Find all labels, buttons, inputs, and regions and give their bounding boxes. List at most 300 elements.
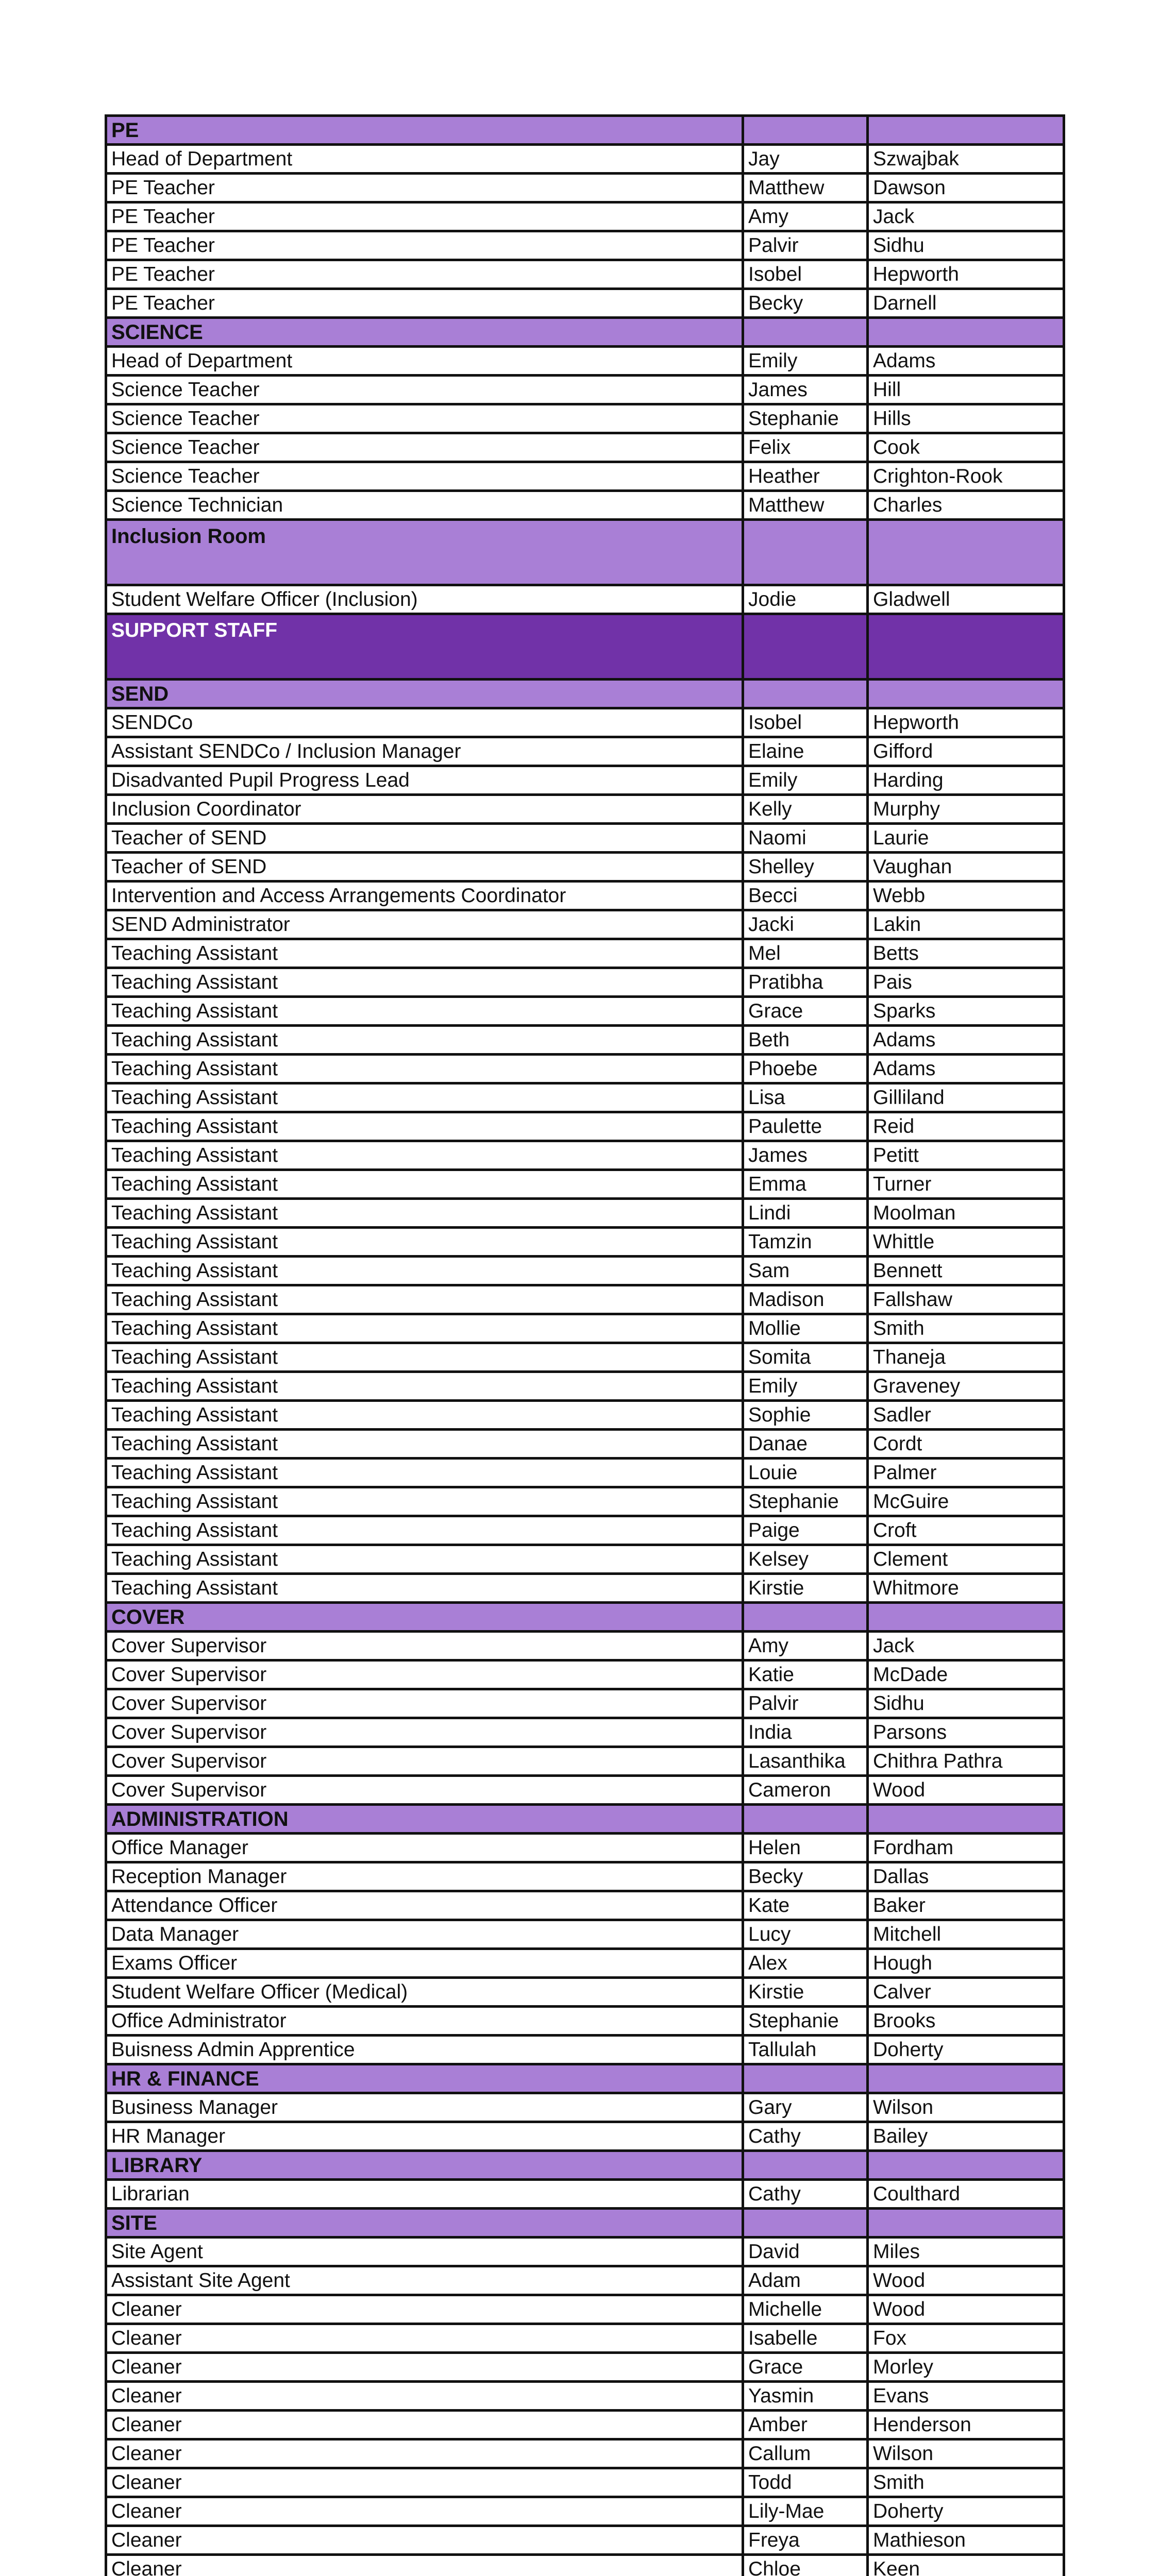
first-name-cell: Kate bbox=[743, 1891, 868, 1920]
staff-row bbox=[106, 2526, 1064, 2555]
first-name-cell: Naomi bbox=[743, 824, 868, 853]
first-name-cell: Shelley bbox=[743, 853, 868, 882]
first-name-cell: Emily bbox=[743, 1372, 868, 1401]
staff-row bbox=[106, 1430, 1064, 1459]
last-name-cell: Adams bbox=[868, 1055, 1064, 1083]
first-name-cell: Cathy bbox=[743, 2180, 868, 2209]
role-cell: PE Teacher bbox=[106, 231, 743, 260]
last-name-cell: Palmer bbox=[868, 1459, 1064, 1487]
first-name-cell: Grace bbox=[743, 2353, 868, 2382]
last-name-cell: Sidhu bbox=[868, 1689, 1064, 1718]
staff-row bbox=[106, 231, 1064, 260]
staff-row bbox=[106, 1343, 1064, 1372]
first-name-cell: Louie bbox=[743, 1459, 868, 1487]
last-name-cell: Cook bbox=[868, 433, 1064, 462]
section-blank-cell bbox=[743, 2064, 868, 2093]
role-cell: Teaching Assistant bbox=[106, 1545, 743, 1574]
staff-row bbox=[106, 1487, 1064, 1516]
role-cell: Assistant SENDCo / Inclusion Manager bbox=[106, 737, 743, 766]
role-cell: Teaching Assistant bbox=[106, 1516, 743, 1545]
first-name-cell: Chloe bbox=[743, 2555, 868, 2576]
first-name-cell: Tamzin bbox=[743, 1228, 868, 1257]
group-header-row bbox=[106, 614, 1064, 680]
staff-row bbox=[106, 174, 1064, 202]
last-name-cell: Moolman bbox=[868, 1199, 1064, 1228]
role-cell: Cover Supervisor bbox=[106, 1776, 743, 1805]
first-name-cell: Kirstie bbox=[743, 1978, 868, 2007]
first-name-cell: Stephanie bbox=[743, 1487, 868, 1516]
section-blank-cell bbox=[743, 1603, 868, 1632]
last-name-cell: Laurie bbox=[868, 824, 1064, 853]
staff-row bbox=[106, 2093, 1064, 2122]
last-name-cell: Reid bbox=[868, 1112, 1064, 1141]
last-name-cell: Parsons bbox=[868, 1718, 1064, 1747]
last-name-cell: Whitmore bbox=[868, 1574, 1064, 1603]
first-name-cell: India bbox=[743, 1718, 868, 1747]
role-cell: Buisness Admin Apprentice bbox=[106, 2036, 743, 2064]
section-blank-cell bbox=[868, 680, 1064, 708]
section-header-row bbox=[106, 1805, 1064, 1834]
last-name-cell: Clement bbox=[868, 1545, 1064, 1574]
first-name-cell: Todd bbox=[743, 2468, 868, 2497]
last-name-cell: Jack bbox=[868, 202, 1064, 231]
staff-row bbox=[106, 2468, 1064, 2497]
role-cell: Teaching Assistant bbox=[106, 1199, 743, 1228]
last-name-cell: Whittle bbox=[868, 1228, 1064, 1257]
staff-row bbox=[106, 2295, 1064, 2324]
last-name-cell: Petitt bbox=[868, 1141, 1064, 1170]
role-cell: Science Teacher bbox=[106, 376, 743, 404]
first-name-cell: David bbox=[743, 2238, 868, 2266]
staff-row bbox=[106, 708, 1064, 737]
role-cell: Teacher of SEND bbox=[106, 824, 743, 853]
last-name-cell: Miles bbox=[868, 2238, 1064, 2266]
first-name-cell: Matthew bbox=[743, 174, 868, 202]
first-name-cell: Kirstie bbox=[743, 1574, 868, 1603]
last-name-cell: Wood bbox=[868, 2266, 1064, 2295]
last-name-cell: Crighton-Rook bbox=[868, 462, 1064, 491]
role-cell: Librarian bbox=[106, 2180, 743, 2209]
last-name-cell: Fox bbox=[868, 2324, 1064, 2353]
staff-row bbox=[106, 2036, 1064, 2064]
first-name-cell: Emily bbox=[743, 766, 868, 795]
section-title-cell: COVER bbox=[106, 1603, 743, 1632]
last-name-cell: Darnell bbox=[868, 289, 1064, 318]
staff-row bbox=[106, 2180, 1064, 2209]
staff-row bbox=[106, 1776, 1064, 1805]
first-name-cell: Callum bbox=[743, 2439, 868, 2468]
role-cell: Cover Supervisor bbox=[106, 1632, 743, 1660]
role-cell: Business Manager bbox=[106, 2093, 743, 2122]
last-name-cell: Hepworth bbox=[868, 260, 1064, 289]
staff-row bbox=[106, 2497, 1064, 2526]
first-name-cell: Madison bbox=[743, 1285, 868, 1314]
first-name-cell: Lisa bbox=[743, 1083, 868, 1112]
first-name-cell: Michelle bbox=[743, 2295, 868, 2324]
last-name-cell: Bennett bbox=[868, 1257, 1064, 1285]
staff-row bbox=[106, 766, 1064, 795]
last-name-cell: Pais bbox=[868, 968, 1064, 997]
first-name-cell: Sophie bbox=[743, 1401, 868, 1430]
last-name-cell: Fallshaw bbox=[868, 1285, 1064, 1314]
first-name-cell: Phoebe bbox=[743, 1055, 868, 1083]
first-name-cell: Stephanie bbox=[743, 404, 868, 433]
staff-row bbox=[106, 795, 1064, 824]
last-name-cell: Hough bbox=[868, 1949, 1064, 1978]
last-name-cell: Vaughan bbox=[868, 853, 1064, 882]
staff-row bbox=[106, 462, 1064, 491]
staff-row bbox=[106, 1257, 1064, 1285]
last-name-cell: Croft bbox=[868, 1516, 1064, 1545]
role-cell: SEND Administrator bbox=[106, 910, 743, 939]
staff-row bbox=[106, 1459, 1064, 1487]
last-name-cell: Jack bbox=[868, 1632, 1064, 1660]
role-cell: Student Welfare Officer (Inclusion) bbox=[106, 585, 743, 614]
first-name-cell: Pratibha bbox=[743, 968, 868, 997]
section-header-row bbox=[106, 116, 1064, 145]
first-name-cell: Freya bbox=[743, 2526, 868, 2555]
staff-row bbox=[106, 433, 1064, 462]
role-cell: Site Agent bbox=[106, 2238, 743, 2266]
staff-row bbox=[106, 2411, 1064, 2439]
first-name-cell: Mel bbox=[743, 939, 868, 968]
first-name-cell: Matthew bbox=[743, 491, 868, 520]
staff-row bbox=[106, 1978, 1064, 2007]
section-blank-cell bbox=[868, 318, 1064, 347]
last-name-cell: Mitchell bbox=[868, 1920, 1064, 1949]
section-blank-cell bbox=[868, 1805, 1064, 1834]
role-cell: Teaching Assistant bbox=[106, 1112, 743, 1141]
section-blank-cell bbox=[743, 2151, 868, 2180]
first-name-cell: Amber bbox=[743, 2411, 868, 2439]
last-name-cell: Mathieson bbox=[868, 2526, 1064, 2555]
role-cell: Teaching Assistant bbox=[106, 1343, 743, 1372]
section-blank-cell bbox=[743, 1805, 868, 1834]
first-name-cell: Jodie bbox=[743, 585, 868, 614]
staff-row bbox=[106, 1372, 1064, 1401]
first-name-cell: Emily bbox=[743, 347, 868, 376]
last-name-cell: McGuire bbox=[868, 1487, 1064, 1516]
first-name-cell: Palvir bbox=[743, 231, 868, 260]
role-cell: Cleaner bbox=[106, 2555, 743, 2576]
last-name-cell: Graveney bbox=[868, 1372, 1064, 1401]
role-cell: Assistant Site Agent bbox=[106, 2266, 743, 2295]
role-cell: Cleaner bbox=[106, 2324, 743, 2353]
last-name-cell: Smith bbox=[868, 2468, 1064, 2497]
last-name-cell: Hill bbox=[868, 376, 1064, 404]
role-cell: SENDCo bbox=[106, 708, 743, 737]
first-name-cell: Grace bbox=[743, 997, 868, 1026]
role-cell: Cover Supervisor bbox=[106, 1747, 743, 1776]
role-cell: Office Administrator bbox=[106, 2007, 743, 2036]
role-cell: Office Manager bbox=[106, 1834, 743, 1862]
role-cell: Teaching Assistant bbox=[106, 1055, 743, 1083]
first-name-cell: Palvir bbox=[743, 1689, 868, 1718]
last-name-cell: Thaneja bbox=[868, 1343, 1064, 1372]
last-name-cell: Sidhu bbox=[868, 231, 1064, 260]
role-cell: Science Teacher bbox=[106, 462, 743, 491]
section-blank-cell bbox=[743, 2209, 868, 2238]
last-name-cell: Adams bbox=[868, 347, 1064, 376]
staff-row bbox=[106, 1949, 1064, 1978]
role-cell: Cleaner bbox=[106, 2497, 743, 2526]
role-cell: Teaching Assistant bbox=[106, 1285, 743, 1314]
first-name-cell: Somita bbox=[743, 1343, 868, 1372]
last-name-cell: Evans bbox=[868, 2382, 1064, 2411]
last-name-cell: Wilson bbox=[868, 2093, 1064, 2122]
last-name-cell: Betts bbox=[868, 939, 1064, 968]
last-name-cell: Morley bbox=[868, 2353, 1064, 2382]
last-name-cell: Smith bbox=[868, 1314, 1064, 1343]
first-name-cell: Lindi bbox=[743, 1199, 868, 1228]
role-cell: Cleaner bbox=[106, 2468, 743, 2497]
section-title-cell: HR & FINANCE bbox=[106, 2064, 743, 2093]
first-name-cell: Mollie bbox=[743, 1314, 868, 1343]
first-name-cell: Yasmin bbox=[743, 2382, 868, 2411]
role-cell: PE Teacher bbox=[106, 260, 743, 289]
first-name-cell: Isobel bbox=[743, 708, 868, 737]
first-name-cell: Lucy bbox=[743, 1920, 868, 1949]
last-name-cell: Fordham bbox=[868, 1834, 1064, 1862]
section-blank-cell bbox=[868, 2064, 1064, 2093]
role-cell: Teaching Assistant bbox=[106, 939, 743, 968]
section-header-row bbox=[106, 318, 1064, 347]
last-name-cell: Gifford bbox=[868, 737, 1064, 766]
last-name-cell: McDade bbox=[868, 1660, 1064, 1689]
staff-row bbox=[106, 1228, 1064, 1257]
section-title-cell: ADMINISTRATION bbox=[106, 1805, 743, 1834]
role-cell: Cleaner bbox=[106, 2382, 743, 2411]
staff-row bbox=[106, 1055, 1064, 1083]
last-name-cell: Wood bbox=[868, 1776, 1064, 1805]
section-title-cell: SUPPORT STAFF bbox=[106, 614, 743, 680]
role-cell: PE Teacher bbox=[106, 174, 743, 202]
role-cell: Teacher of SEND bbox=[106, 853, 743, 882]
section-title-cell: LIBRARY bbox=[106, 2151, 743, 2180]
last-name-cell: Wilson bbox=[868, 2439, 1064, 2468]
staff-row bbox=[106, 2382, 1064, 2411]
last-name-cell: Gladwell bbox=[868, 585, 1064, 614]
role-cell: Cleaner bbox=[106, 2353, 743, 2382]
staff-row bbox=[106, 2266, 1064, 2295]
staff-row bbox=[106, 1660, 1064, 1689]
last-name-cell: Dawson bbox=[868, 174, 1064, 202]
staff-row bbox=[106, 289, 1064, 318]
section-blank-cell bbox=[743, 116, 868, 145]
staff-table bbox=[105, 114, 1065, 2576]
last-name-cell: Brooks bbox=[868, 2007, 1064, 2036]
role-cell: Science Teacher bbox=[106, 404, 743, 433]
role-cell: Disadvanted Pupil Progress Lead bbox=[106, 766, 743, 795]
first-name-cell: James bbox=[743, 376, 868, 404]
staff-row bbox=[106, 347, 1064, 376]
last-name-cell: Adams bbox=[868, 1026, 1064, 1055]
role-cell: Cleaner bbox=[106, 2526, 743, 2555]
staff-row bbox=[106, 1718, 1064, 1747]
role-cell: Teaching Assistant bbox=[106, 1430, 743, 1459]
staff-row bbox=[106, 1574, 1064, 1603]
role-cell: Science Teacher bbox=[106, 433, 743, 462]
last-name-cell: Doherty bbox=[868, 2497, 1064, 2526]
staff-row bbox=[106, 1747, 1064, 1776]
section-header-row bbox=[106, 2151, 1064, 2180]
role-cell: Teaching Assistant bbox=[106, 1314, 743, 1343]
staff-row bbox=[106, 997, 1064, 1026]
role-cell: Teaching Assistant bbox=[106, 1401, 743, 1430]
section-title-cell: SCIENCE bbox=[106, 318, 743, 347]
last-name-cell: Calver bbox=[868, 1978, 1064, 2007]
first-name-cell: Paige bbox=[743, 1516, 868, 1545]
section-title-cell: PE bbox=[106, 116, 743, 145]
role-cell: Head of Department bbox=[106, 145, 743, 174]
staff-row bbox=[106, 1689, 1064, 1718]
staff-row bbox=[106, 853, 1064, 882]
staff-row bbox=[106, 824, 1064, 853]
staff-row bbox=[106, 968, 1064, 997]
last-name-cell: Coulthard bbox=[868, 2180, 1064, 2209]
staff-row bbox=[106, 1401, 1064, 1430]
role-cell: Teaching Assistant bbox=[106, 1026, 743, 1055]
first-name-cell: Becky bbox=[743, 1862, 868, 1891]
first-name-cell: Katie bbox=[743, 1660, 868, 1689]
first-name-cell: Alex bbox=[743, 1949, 868, 1978]
last-name-cell: Keen bbox=[868, 2555, 1064, 2576]
role-cell: Cover Supervisor bbox=[106, 1718, 743, 1747]
first-name-cell: Felix bbox=[743, 433, 868, 462]
staff-row bbox=[106, 1170, 1064, 1199]
staff-row bbox=[106, 2439, 1064, 2468]
section-blank-cell bbox=[868, 2209, 1064, 2238]
staff-row bbox=[106, 1112, 1064, 1141]
role-cell: Science Technician bbox=[106, 491, 743, 520]
role-cell: Intervention and Access Arrangements Coordinator bbox=[106, 882, 743, 910]
first-name-cell: James bbox=[743, 1141, 868, 1170]
staff-row bbox=[106, 1314, 1064, 1343]
section-blank-cell bbox=[868, 614, 1064, 680]
staff-row bbox=[106, 939, 1064, 968]
role-cell: Teaching Assistant bbox=[106, 968, 743, 997]
staff-row bbox=[106, 2007, 1064, 2036]
last-name-cell: Webb bbox=[868, 882, 1064, 910]
last-name-cell: Hepworth bbox=[868, 708, 1064, 737]
staff-row bbox=[106, 376, 1064, 404]
last-name-cell: Turner bbox=[868, 1170, 1064, 1199]
first-name-cell: Danae bbox=[743, 1430, 868, 1459]
last-name-cell: Chithra Pathra bbox=[868, 1747, 1064, 1776]
role-cell: Attendance Officer bbox=[106, 1891, 743, 1920]
first-name-cell: Sam bbox=[743, 1257, 868, 1285]
role-cell: Head of Department bbox=[106, 347, 743, 376]
last-name-cell: Cordt bbox=[868, 1430, 1064, 1459]
role-cell: Reception Manager bbox=[106, 1862, 743, 1891]
last-name-cell: Baker bbox=[868, 1891, 1064, 1920]
last-name-cell: Doherty bbox=[868, 2036, 1064, 2064]
last-name-cell: Charles bbox=[868, 491, 1064, 520]
first-name-cell: Kelsey bbox=[743, 1545, 868, 1574]
section-title-cell: SITE bbox=[106, 2209, 743, 2238]
first-name-cell: Stephanie bbox=[743, 2007, 868, 2036]
first-name-cell: Helen bbox=[743, 1834, 868, 1862]
first-name-cell: Cameron bbox=[743, 1776, 868, 1805]
role-cell: Data Manager bbox=[106, 1920, 743, 1949]
first-name-cell: Amy bbox=[743, 202, 868, 231]
role-cell: Cover Supervisor bbox=[106, 1689, 743, 1718]
first-name-cell: Becci bbox=[743, 882, 868, 910]
role-cell: Cover Supervisor bbox=[106, 1660, 743, 1689]
last-name-cell: Dallas bbox=[868, 1862, 1064, 1891]
first-name-cell: Isabelle bbox=[743, 2324, 868, 2353]
staff-row bbox=[106, 910, 1064, 939]
first-name-cell: Lasanthika bbox=[743, 1747, 868, 1776]
last-name-cell: Gilliland bbox=[868, 1083, 1064, 1112]
section-blank-cell bbox=[743, 680, 868, 708]
first-name-cell: Adam bbox=[743, 2266, 868, 2295]
section-header-row bbox=[106, 520, 1064, 585]
section-header-row bbox=[106, 1603, 1064, 1632]
first-name-cell: Lily-Mae bbox=[743, 2497, 868, 2526]
role-cell: Teaching Assistant bbox=[106, 1487, 743, 1516]
staff-row bbox=[106, 404, 1064, 433]
role-cell: Teaching Assistant bbox=[106, 1228, 743, 1257]
last-name-cell: Wood bbox=[868, 2295, 1064, 2324]
first-name-cell: Kelly bbox=[743, 795, 868, 824]
staff-row bbox=[106, 882, 1064, 910]
first-name-cell: Tallulah bbox=[743, 2036, 868, 2064]
first-name-cell: Amy bbox=[743, 1632, 868, 1660]
first-name-cell: Beth bbox=[743, 1026, 868, 1055]
section-blank-cell bbox=[743, 318, 868, 347]
last-name-cell: Hills bbox=[868, 404, 1064, 433]
section-header-row bbox=[106, 2064, 1064, 2093]
staff-row bbox=[106, 1285, 1064, 1314]
last-name-cell: Henderson bbox=[868, 2411, 1064, 2439]
role-cell: Teaching Assistant bbox=[106, 1141, 743, 1170]
staff-row bbox=[106, 1516, 1064, 1545]
staff-row bbox=[106, 2353, 1064, 2382]
role-cell: Student Welfare Officer (Medical) bbox=[106, 1978, 743, 2007]
role-cell: Cleaner bbox=[106, 2411, 743, 2439]
staff-row bbox=[106, 2122, 1064, 2151]
section-blank-cell bbox=[868, 520, 1064, 585]
staff-row bbox=[106, 585, 1064, 614]
first-name-cell: Becky bbox=[743, 289, 868, 318]
staff-row bbox=[106, 2555, 1064, 2576]
staff-row bbox=[106, 260, 1064, 289]
section-title-cell: SEND bbox=[106, 680, 743, 708]
role-cell: HR Manager bbox=[106, 2122, 743, 2151]
staff-row bbox=[106, 2324, 1064, 2353]
staff-row bbox=[106, 1632, 1064, 1660]
first-name-cell: Cathy bbox=[743, 2122, 868, 2151]
last-name-cell: Murphy bbox=[868, 795, 1064, 824]
role-cell: Cleaner bbox=[106, 2295, 743, 2324]
section-header-row bbox=[106, 680, 1064, 708]
last-name-cell: Sadler bbox=[868, 1401, 1064, 1430]
staff-row bbox=[106, 1834, 1064, 1862]
staff-row bbox=[106, 1920, 1064, 1949]
section-blank-cell bbox=[743, 614, 868, 680]
first-name-cell: Paulette bbox=[743, 1112, 868, 1141]
last-name-cell: Harding bbox=[868, 766, 1064, 795]
staff-row bbox=[106, 1862, 1064, 1891]
section-blank-cell bbox=[868, 2151, 1064, 2180]
staff-row bbox=[106, 145, 1064, 174]
staff-row bbox=[106, 1891, 1064, 1920]
first-name-cell: Heather bbox=[743, 462, 868, 491]
role-cell: Teaching Assistant bbox=[106, 1372, 743, 1401]
first-name-cell: Elaine bbox=[743, 737, 868, 766]
staff-row bbox=[106, 737, 1064, 766]
